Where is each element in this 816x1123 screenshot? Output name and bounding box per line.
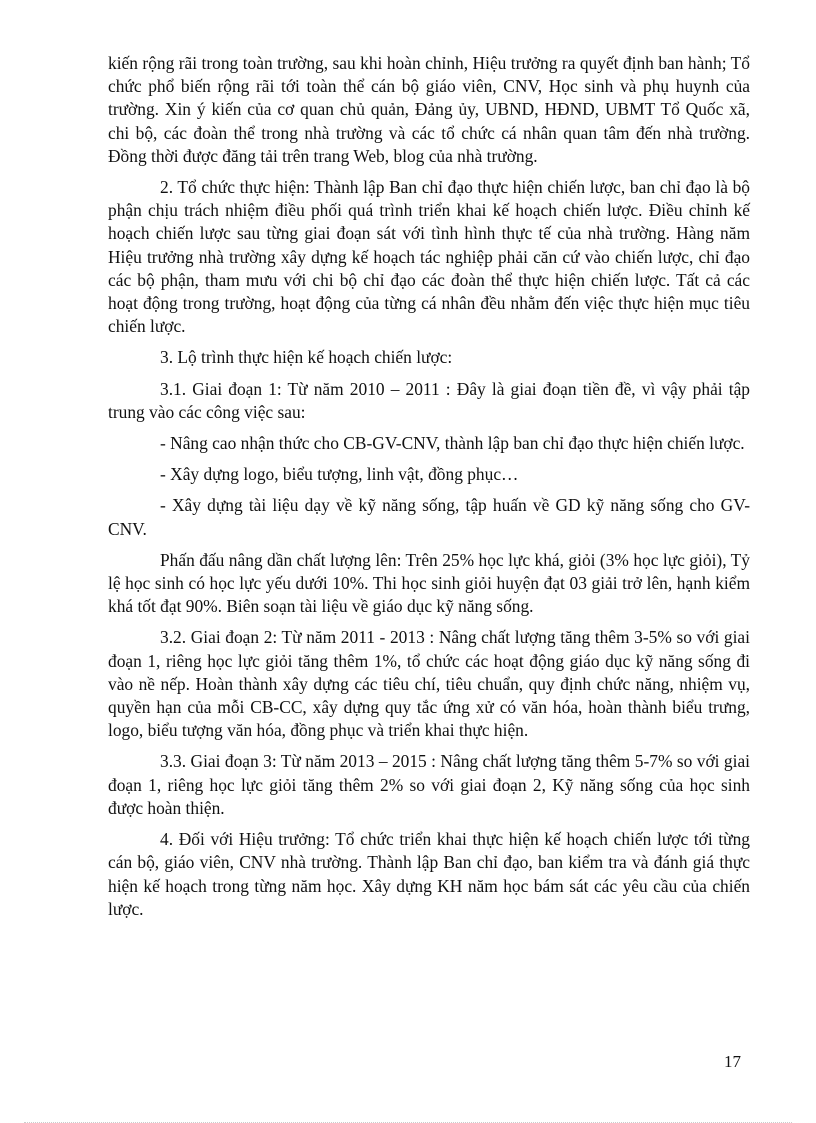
paragraph-phan-dau: Phấn đấu nâng dần chất lượng lên: Trên 25% học lực khá, giỏi (3% học lực giỏi), Tỷ lệ học sinh có học lực yếu dưới 10%. Thi học sinh giỏi huyện đạt 03 giải trở lên, hạnh kiểm khá tốt đạt 90%. Biên soạn tài liệu về giáo dục kỹ năng sống. <box>108 549 750 617</box>
paragraph-lo-trinh-heading: 3. Lộ trình thực hiện kế hoạch chiến lược: <box>160 347 453 368</box>
page-number: 17 <box>724 1052 741 1071</box>
paragraph-giai-doan-2: 3.2. Giai đoạn 2: Từ năm 2011 - 2013 : Nâng chất lượng tăng thêm 3-5% so với giai đoạn 1, riêng học lực giỏi tăng thêm 1%, tổ chức các hoạt động giáo dục kỹ năng sống đi vào nề nếp. Hoàn thành xây dựng các tiêu chí, tiêu chuẩn, quy định chức năng, nhiệm vụ, quyền hạn của mỗi CB-CC, xây dựng quy tắc ứng xử có văn hóa, hoàn thành biểu trưng, logo, biểu tượng văn hóa, đồng phục và triển khai thực hiện. <box>108 627 750 741</box>
paragraph-to-chuc-thuc-hien: 2. Tổ chức thực hiện: Thành lập Ban chỉ đạo thực hiện chiến lược, ban chỉ đạo là bộ phận chịu trách nhiệm điều phối quá trình triển khai kế hoạch chiến lược. Điều chỉnh kế hoạch chiến lược sau từng giai đoạn sát với tình hình thực tế của nhà trường. Hàng năm Hiệu trưởng nhà trường xây dựng kế hoạch tác nghiệp phải căn cứ vào chiến lược, chỉ đạo các bộ phận, tham mưu với chi bộ chỉ đạo các đoàn thể thực hiện chiến lược. Tất cả các hoạt động trong trường, hoạt động của từng cá nhân đều nhằm đến việc thực hiện mục tiêu chiến lược. <box>108 177 750 337</box>
bullet-nang-cao-nhan-thuc: - Nâng cao nhận thức cho CB-GV-CNV, thành lập ban chỉ đạo thực hiện chiến lược. <box>160 433 745 454</box>
paragraph-intro-continuation: kiến rộng rãi trong toàn trường, sau khi hoàn chỉnh, Hiệu trưởng ra quyết định ban hành; Tổ chức phổ biến rộng rãi tới toàn thể cán bộ giáo viên, CNV, Học sinh và phụ huynh của trường. Xin ý kiến của cơ quan chủ quản, Đảng ủy, UBND, HĐND, UBMT Tổ Quốc xã, chi bộ, các đoàn thể trong nhà trường và các tổ chức cá nhân quan tâm đến nhà trường. Đồng thời được đăng tải trên trang Web, blog của nhà trường. <box>108 53 750 166</box>
paragraph-giai-doan-1: 3.1. Giai đoạn 1: Từ năm 2010 – 2011 : Đây là giai đoạn tiền đề, vì vậy phải tập trung vào các công việc sau: <box>108 378 750 422</box>
body-text <box>108 52 750 929</box>
paragraph-doi-voi-hieu-truong: 4. Đối với Hiệu trưởng: Tổ chức triển khai thực hiện kế hoạch chiến lược tới từng cán bộ, giáo viên, CNV nhà trường. Thành lập Ban chỉ đạo, ban kiểm tra và đánh giá thực hiện kế hoạch trong từng năm học. Xây dựng KH năm học bám sát các yêu cầu của chiến lược. <box>108 829 750 919</box>
bullet-xay-dung-logo: - Xây dựng logo, biểu tượng, linh vật, đồng phục… <box>160 464 519 485</box>
bullet-xay-dung-tai-lieu: - Xây dựng tài liệu dạy về kỹ năng sống, tập huấn về GD kỹ năng sống cho GV-CNV. <box>108 495 750 539</box>
paragraph-giai-doan-3: 3.3. Giai đoạn 3: Từ năm 2013 – 2015 : Nâng chất lượng tăng thêm 5-7% so với giai đoạn 1, riêng học lực giỏi tăng thêm 2% so với giai đoạn 2, Kỹ năng sống của học sinh được hoàn thiện. <box>108 751 750 818</box>
